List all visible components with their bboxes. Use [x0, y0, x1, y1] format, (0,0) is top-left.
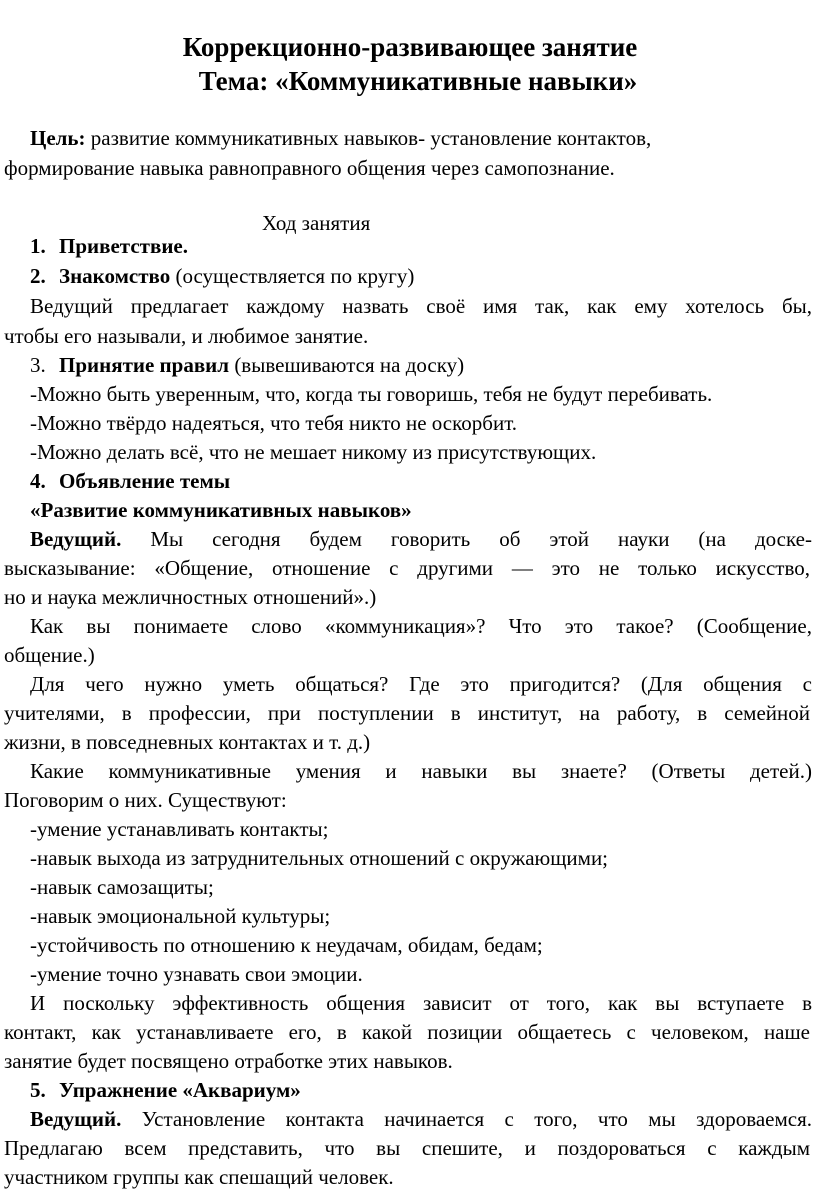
step-5-line-1	[30, 1105, 812, 1134]
title-line-2: Тема: «Коммуникативные навыки»	[198, 66, 638, 96]
skill-item: -навык самозащиты;	[30, 875, 214, 899]
step-5-text: Установление контакта начинается с того, что мы здороваемся.	[121, 1107, 812, 1131]
p3-line-3: жизни, в повседневных контактах и т. д.)	[4, 730, 371, 754]
step-4-title: Объявление темы	[59, 469, 231, 493]
topic-title: «Развитие коммуникативных навыков»	[30, 498, 412, 522]
goal-line-1	[30, 123, 651, 153]
skill-item: -умение устанавливать контакты;	[30, 817, 329, 841]
step-5-line-3: участником группы как спешащий человек.	[4, 1165, 394, 1189]
step-2-text-line-2: чтобы его называли, и любимое занятие.	[4, 324, 369, 348]
skill-item: -умение точно узнавать свои эмоции.	[30, 962, 363, 986]
p3-line-2: учителями, в профессии, при поступлении в институт, на работу, в семейной	[4, 701, 810, 725]
step-2-text-line-1: Ведущий предлагает каждому назвать своё имя так, как ему хотелось бы,	[30, 294, 812, 318]
step-5-title: Упражнение «Аквариум»	[59, 1078, 301, 1102]
leader-label: Ведущий.	[30, 1107, 122, 1131]
step-4-number: 4.	[30, 469, 46, 493]
step-1-number: 1.	[30, 234, 46, 258]
rule-item: -Можно делать всё, что не мешает никому из присутствующих.	[30, 440, 597, 464]
p1-line-1	[30, 525, 812, 554]
step-1-title: Приветствие.	[59, 234, 188, 258]
step-1-heading	[30, 232, 812, 261]
p4-line-2: Поговорим о них. Существуют:	[4, 788, 287, 812]
p1-line-3: но и наука межличностных отношений».)	[4, 585, 377, 609]
skill-item: -навык выхода из затруднительных отношений с окружающими;	[30, 846, 609, 870]
skill-item: -устойчивость по отношению к неудачам, обидам, бедам;	[30, 933, 543, 957]
step-4-heading	[30, 467, 812, 496]
step-2-heading	[30, 262, 812, 291]
skill-item: -навык эмоциональной культуры;	[30, 904, 331, 928]
step-3-note: (вывешиваются на доску)	[229, 353, 465, 377]
step-3-heading	[30, 351, 812, 380]
p3-line-1: Для чего нужно уметь общаться? Где это пригодится? (Для общения с	[30, 672, 812, 696]
p2-line-1: Как вы понимаете слово «коммуникация»? Что это такое? (Сообщение,	[30, 614, 812, 638]
step-3-number: 3.	[30, 353, 46, 377]
step-4-topic	[30, 496, 812, 525]
goal-label: Цель:	[30, 126, 86, 150]
step-3-title: Принятие правил	[59, 353, 230, 377]
goal-text-1: развитие коммуникативных навыков- установление контактов,	[85, 126, 652, 150]
p4-line-1: Какие коммуникативные умения и навыки вы знаете? (Ответы детей.)	[30, 759, 812, 783]
step-2-title: Знакомство	[59, 264, 171, 288]
step-2-note: (осуществляется по кругу)	[170, 264, 415, 288]
step-5-heading	[30, 1076, 812, 1105]
step-2-number: 2.	[30, 264, 46, 288]
p1-text: Мы сегодня будем говорить об этой науки (на доске-	[121, 527, 812, 551]
step-5-line-2: Предлагаю всем представить, что вы спешите, и поздороваться с каждым	[4, 1136, 810, 1160]
p5-line-3: занятие будет посвящено отработке этих навыков.	[4, 1049, 453, 1073]
rule-item: -Можно быть уверенным, что, когда ты говоришь, тебя не будут перебивать.	[30, 382, 713, 406]
leader-label: Ведущий.	[30, 527, 122, 551]
p2-line-2: общение.)	[4, 643, 95, 667]
step-5-number: 5.	[30, 1078, 46, 1102]
p5-line-2: контакт, как устанавливаете его, в какой позиции общаетесь с человеком, наше	[4, 1020, 810, 1044]
title-line-1: Коррекционно-развивающее занятие	[182, 32, 638, 62]
rule-item: -Можно твёрдо надеяться, что тебя никто не оскорбит.	[30, 411, 518, 435]
p5-line-1: И поскольку эффективность общения зависит от того, как вы вступаете в	[30, 991, 812, 1015]
goal-line-2: формирование навыка равноправного общения через самопознание.	[4, 156, 615, 180]
p1-line-2: высказывание: «Общение, отношение с другими — это не только искусство,	[4, 556, 810, 580]
course-heading: Ход занятия	[262, 211, 371, 235]
